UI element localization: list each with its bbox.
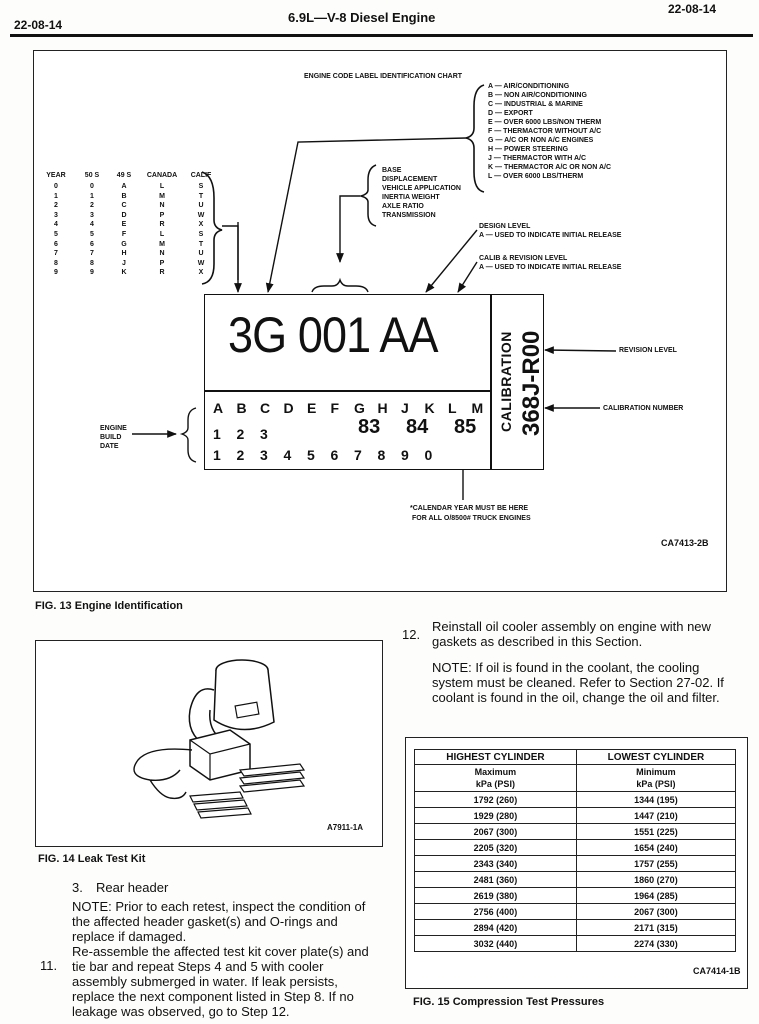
- design-level-text: A — USED TO INDICATE INITIAL RELEASE: [479, 232, 622, 239]
- code-table-cell: 5: [54, 231, 58, 238]
- code-table-cell: 2: [90, 202, 94, 210]
- code-table-cell: R: [159, 269, 165, 277]
- code-table-cell: A: [121, 183, 127, 190]
- code-table-cell: W: [197, 211, 205, 219]
- code-table-cell: W: [197, 259, 205, 267]
- base-item: DISPLACEMENT: [382, 176, 438, 183]
- day-number: 0: [424, 447, 433, 463]
- calibration-code: 368J-R00: [518, 330, 545, 436]
- max-pressure-cell: 2756 (400): [415, 904, 577, 920]
- application-code-item: B — NON AIR/CONDITIONING: [488, 92, 587, 99]
- code-table-cell: C: [121, 202, 127, 210]
- code-table-cell: 8: [90, 259, 94, 267]
- max-pressure-cell: 2481 (360): [415, 872, 577, 888]
- application-code-item: D — EXPORT: [488, 110, 533, 117]
- code-table-cell: 8: [54, 259, 58, 267]
- code-table-cell: N: [159, 250, 165, 258]
- note-line: NOTE: Prior to each retest, inspect the condition of: [72, 899, 366, 914]
- code-table-cell: M: [159, 192, 165, 200]
- day-number: 7: [354, 447, 362, 463]
- design-level-title: DESIGN LEVEL: [479, 223, 531, 230]
- note-line: system must be cleaned. Refer to Section 27-02. If: [432, 675, 724, 690]
- table-row: [415, 936, 736, 952]
- table-row: [415, 856, 736, 872]
- application-code-item: F — THERMACTOR WITHOUT A/C: [488, 128, 602, 135]
- min-pressure-cell: 1860 (270): [576, 872, 735, 888]
- max-pressure-cell: 1792 (260): [415, 792, 577, 808]
- application-code-item: G — A/C OR NON A/C ENGINES: [488, 137, 594, 144]
- note-coolant: [432, 660, 754, 705]
- day-number: 5: [307, 447, 315, 463]
- step-line: replace the next component listed in Step 8. If no: [72, 989, 354, 1004]
- step-11-number: 11.: [40, 958, 58, 973]
- code-table-cell: T: [198, 192, 204, 200]
- code-table-cell: G: [121, 240, 127, 248]
- code-table-cell: 0: [54, 183, 58, 190]
- code-table-cell: 3: [90, 211, 94, 219]
- page-number-left: 22-08-14: [14, 18, 63, 32]
- label-code: 3G 001 AA: [228, 307, 438, 363]
- code-table-cell: L: [159, 231, 165, 238]
- day-number: 2: [236, 447, 245, 463]
- note-retest: [72, 899, 392, 944]
- sub-header-max: Maximum kPa (PSI): [415, 765, 577, 792]
- max-pressure-cell: 2067 (300): [415, 824, 577, 840]
- page-number-right: 22-08-14: [668, 2, 717, 16]
- code-table-cell: J: [122, 259, 126, 267]
- chart-title: ENGINE CODE LABEL IDENTIFICATION CHART: [304, 73, 463, 80]
- max-pressure-cell: 2343 (340): [415, 856, 577, 872]
- table-row: [415, 888, 736, 904]
- min-pressure-cell: 1964 (285): [576, 888, 735, 904]
- year-value: 83: [358, 416, 381, 438]
- max-pressure-cell: 2619 (380): [415, 888, 577, 904]
- step-12-text: [432, 619, 752, 649]
- code-table-cell: 7: [54, 250, 58, 258]
- calibration-number-label: CALIBRATION NUMBER: [603, 405, 684, 412]
- note-line: NOTE: If oil is found in the coolant, the cooling: [432, 660, 700, 675]
- day-partial-number: 3: [260, 426, 268, 442]
- code-table-cell: E: [121, 221, 127, 229]
- min-pressure-cell: 2171 (315): [576, 920, 735, 936]
- step-3-number: 3.: [72, 880, 83, 895]
- note-line: coolant is found in the oil, change the oil and filter.: [432, 690, 720, 705]
- day-number: 1: [213, 447, 221, 463]
- application-code-item: E — OVER 6000 LBS/NON THERM: [488, 119, 602, 126]
- calibration-word: CALIBRATION: [498, 331, 514, 432]
- code-table-cell: 0: [90, 183, 94, 190]
- code-table-cell: 4: [54, 221, 58, 229]
- step-12-number: 12.: [402, 627, 421, 642]
- code-table-cell: U: [198, 250, 204, 258]
- code-table-header: 49 S: [116, 172, 132, 179]
- code-table-header: CANADA: [146, 172, 178, 179]
- table-row: [415, 872, 736, 888]
- code-table-cell: 1: [90, 192, 94, 200]
- table-row: [415, 808, 736, 824]
- application-code-item: A — AIR/CONDITIONING: [488, 83, 570, 90]
- application-code-item: C — INDUSTRIAL & MARINE: [488, 101, 583, 108]
- code-table-cell: L: [159, 183, 165, 190]
- fig14-caption: FIG. 14 Leak Test Kit: [38, 853, 146, 865]
- application-code-item: J — THERMACTOR WITH A/C: [488, 155, 586, 162]
- table-row: [415, 904, 736, 920]
- step-line: Re-assemble the affected test kit cover plate(s) and: [72, 944, 369, 959]
- note-line: replace if damaged.: [72, 929, 187, 944]
- compression-test-table: [414, 749, 736, 952]
- code-table-cell: U: [198, 202, 204, 210]
- month-letter: M: [471, 400, 484, 416]
- code-table-header: 50 S: [84, 172, 100, 179]
- leak-test-kit-illustration: [110, 650, 320, 830]
- code-table-cell: 2: [54, 202, 58, 210]
- code-table-cell: S: [198, 183, 204, 190]
- calib-revision-text: A — USED TO INDICATE INITIAL RELEASE: [479, 264, 622, 271]
- month-letter: K: [424, 400, 435, 416]
- code-table-cell: 4: [90, 221, 94, 229]
- month-letter: A: [213, 400, 224, 416]
- table-row: [415, 840, 736, 856]
- base-item: AXLE RATIO: [382, 203, 424, 210]
- step-line: tie bar and repeat Steps 4 and 5 with cooler: [72, 959, 324, 974]
- code-table-cell: K: [121, 269, 127, 277]
- month-letter: D: [283, 400, 294, 416]
- code-table-cell: H: [121, 250, 127, 258]
- max-pressure-cell: 3032 (440): [415, 936, 577, 952]
- max-pressure-cell: 1929 (280): [415, 808, 577, 824]
- footnote-line2: FOR ALL O/8500# TRUCK ENGINES: [412, 515, 531, 522]
- base-item: INERTIA WEIGHT: [382, 194, 440, 201]
- code-table-cell: P: [159, 211, 165, 219]
- day-number: 8: [377, 447, 386, 463]
- calib-revision-title: CALIB & REVISION LEVEL: [479, 255, 568, 262]
- year-value: 85: [454, 416, 477, 438]
- code-table-cell: X: [198, 221, 204, 229]
- min-pressure-cell: 2067 (300): [576, 904, 735, 920]
- step-line: assembly submerged in water. If leak persists,: [72, 974, 338, 989]
- month-letter: B: [236, 400, 247, 416]
- page-title: 6.9L—V-8 Diesel Engine: [288, 10, 436, 25]
- code-table-cell: P: [159, 259, 165, 267]
- max-pressure-cell: 2205 (320): [415, 840, 577, 856]
- fig14-art-code: A7911-1A: [327, 823, 364, 832]
- code-table-cell: D: [121, 211, 127, 219]
- code-table-cell: S: [198, 231, 204, 238]
- code-table-cell: F: [121, 231, 127, 238]
- fig15-art-code: CA7414-1B: [693, 966, 741, 976]
- code-table-cell: 9: [90, 269, 94, 277]
- code-table-cell: 6: [54, 240, 58, 248]
- code-table-header: YEAR: [46, 172, 66, 179]
- footnote-line1: *CALENDAR YEAR MUST BE HERE: [410, 505, 529, 512]
- table-row: [415, 792, 736, 808]
- month-letter: F: [330, 400, 340, 416]
- base-item: VEHICLE APPLICATION: [382, 185, 461, 192]
- code-table-cell: 1: [54, 192, 58, 200]
- base-item: BASE: [382, 167, 402, 174]
- fig13-caption: FIG. 13 Engine Identification: [35, 600, 183, 612]
- code-table-header: CALIF: [190, 172, 212, 179]
- min-pressure-cell: 1551 (225): [576, 824, 735, 840]
- day-number: 9: [401, 447, 409, 463]
- code-table-cell: M: [159, 240, 165, 248]
- min-pressure-cell: 1344 (195): [576, 792, 735, 808]
- col-header-lowest: LOWEST CYLINDER: [576, 750, 735, 765]
- table-row: [415, 920, 736, 936]
- min-pressure-cell: 1447 (210): [576, 808, 735, 824]
- code-table-cell: 3: [54, 211, 58, 219]
- day-number: 4: [283, 447, 292, 463]
- code-table-cell: T: [198, 240, 204, 248]
- month-letter: G: [354, 400, 365, 416]
- code-table-cell: 5: [90, 231, 94, 238]
- min-pressure-cell: 1757 (255): [576, 856, 735, 872]
- step-11-text: [72, 944, 392, 1019]
- revision-level-label: REVISION LEVEL: [619, 347, 677, 354]
- base-item: TRANSMISSION: [382, 212, 436, 219]
- step-3-text: Rear header: [96, 880, 169, 895]
- step-line: Reinstall oil cooler assembly on engine with new: [432, 619, 711, 634]
- code-table-cell: 9: [54, 269, 58, 277]
- min-pressure-cell: 2274 (330): [576, 936, 735, 952]
- step-line: gaskets as described in this Section.: [432, 634, 643, 649]
- day-number: 6: [330, 447, 339, 463]
- min-pressure-cell: 1654 (240): [576, 840, 735, 856]
- step-line: leakage was observed, go to Step 12.: [72, 1004, 290, 1019]
- code-table-cell: 7: [90, 250, 94, 258]
- code-table-cell: N: [159, 202, 165, 210]
- month-letter: L: [448, 400, 457, 416]
- code-table-cell: 6: [90, 240, 94, 248]
- month-letter: C: [260, 400, 271, 416]
- col-header-highest: HIGHEST CYLINDER: [415, 750, 577, 765]
- engine-build-date-label: ENGINE BUILD DATE: [100, 425, 127, 450]
- day-partial-number: 2: [236, 426, 245, 442]
- application-code-item: K — THERMACTOR A/C OR NON A/C: [488, 164, 612, 171]
- note-line: the affected header gasket(s) and O-rings and: [72, 914, 338, 929]
- month-letter: H: [377, 400, 388, 416]
- month-letter: E: [307, 400, 317, 416]
- fig15-caption: FIG. 15 Compression Test Pressures: [413, 996, 605, 1008]
- code-table-cell: R: [159, 221, 165, 229]
- day-partial-number: 1: [213, 426, 221, 442]
- application-code-item: H — POWER STEERING: [488, 146, 569, 153]
- day-number: 3: [260, 447, 268, 463]
- month-letter: J: [401, 400, 409, 416]
- code-table-cell: X: [198, 269, 204, 277]
- year-value: 84: [406, 416, 429, 438]
- sub-header-min: Minimum kPa (PSI): [576, 765, 735, 792]
- table-row: [415, 824, 736, 840]
- max-pressure-cell: 2894 (420): [415, 920, 577, 936]
- application-code-item: L — OVER 6000 LBS/THERM: [488, 173, 584, 180]
- fig13-art-code: CA7413-2B: [661, 538, 709, 548]
- code-table-cell: B: [121, 192, 127, 200]
